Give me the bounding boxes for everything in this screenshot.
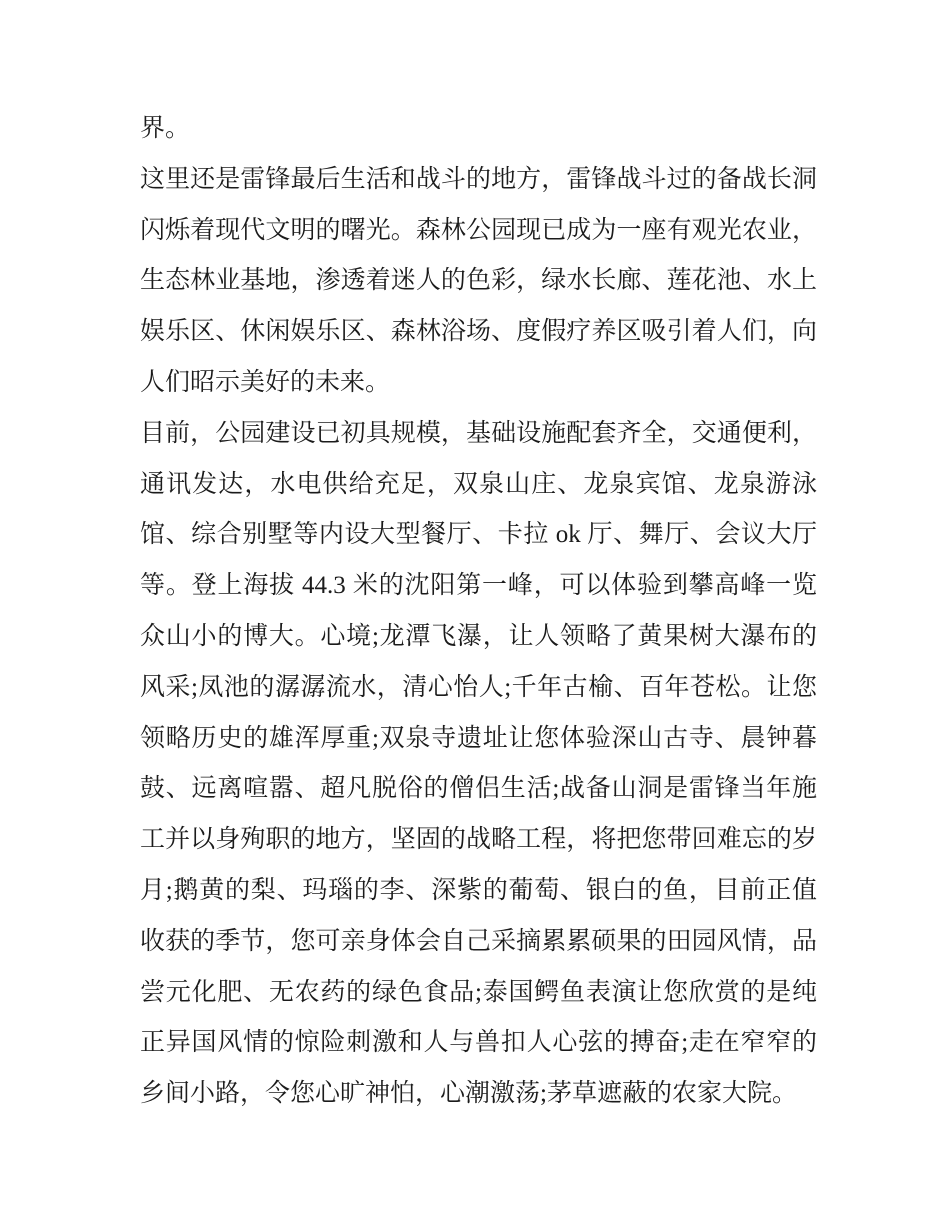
text-line: 目前，公园建设已初具规模，基础设施配套齐全，交通便利，: [140, 419, 817, 447]
text-line: 正异国风情的惊险刺激和人与兽扣人心弦的搏奋;走在窄窄的: [140, 1029, 817, 1057]
document-text-block: [140, 104, 817, 1120]
text-line: 人们昭示美好的未来。: [140, 368, 391, 396]
text-line: 尝元化肥、无农药的绿色食品;泰国鳄鱼表演让您欣赏的是纯: [140, 978, 817, 1006]
text-line: 闪烁着现代文明的曙光。森林公园现已成为一座有观光农业，: [140, 216, 817, 244]
text-line: 界。: [140, 115, 191, 142]
text-line: 众山小的博大。心境;龙潭飞瀑，让人领略了黄果树大瀑布的: [140, 622, 817, 650]
text-line: 馆、综合别墅等内设大型餐厅、卡拉 ok 厅、舞厅、会议大厅: [140, 521, 817, 549]
text-line: 风采;凤池的潺潺流水，清心怡人;千年古榆、百年苍松。让您: [140, 673, 817, 701]
text-line: 这里还是雷锋最后生活和战斗的地方，雷锋战斗过的备战长洞: [140, 165, 817, 193]
text-line: 鼓、远离喧嚣、超凡脱俗的僧侣生活;战备山洞是雷锋当年施: [140, 775, 817, 803]
text-line: 娱乐区、休闲娱乐区、森林浴场、度假疗养区吸引着人们，向: [140, 318, 817, 346]
text-line: 通讯发达，水电供给充足，双泉山庄、龙泉宾馆、龙泉游泳: [140, 470, 817, 498]
text-line: 月;鹅黄的梨、玛瑙的李、深紫的葡萄、银白的鱼，目前正值: [140, 876, 817, 904]
text-line: 乡间小路，令您心旷神怕，心潮激荡;茅草遮蔽的农家大院。: [140, 1080, 797, 1108]
text-line: 生态林业基地，渗透着迷人的色彩，绿水长廊、莲花池、水上: [140, 267, 817, 295]
text-line: 等。登上海拔 44.3 米的沈阳第一峰，可以体验到攀高峰一览: [140, 572, 817, 600]
text-line: 工并以身殉职的地方，坚固的战略工程，将把您带回难忘的岁: [140, 826, 817, 854]
text-line: 领略历史的雄浑厚重;双泉寺遗址让您体验深山古寺、晨钟暮: [140, 724, 817, 752]
text-line: 收获的季节，您可亲身体会自己采摘累累硕果的田园风情，品: [140, 927, 817, 955]
